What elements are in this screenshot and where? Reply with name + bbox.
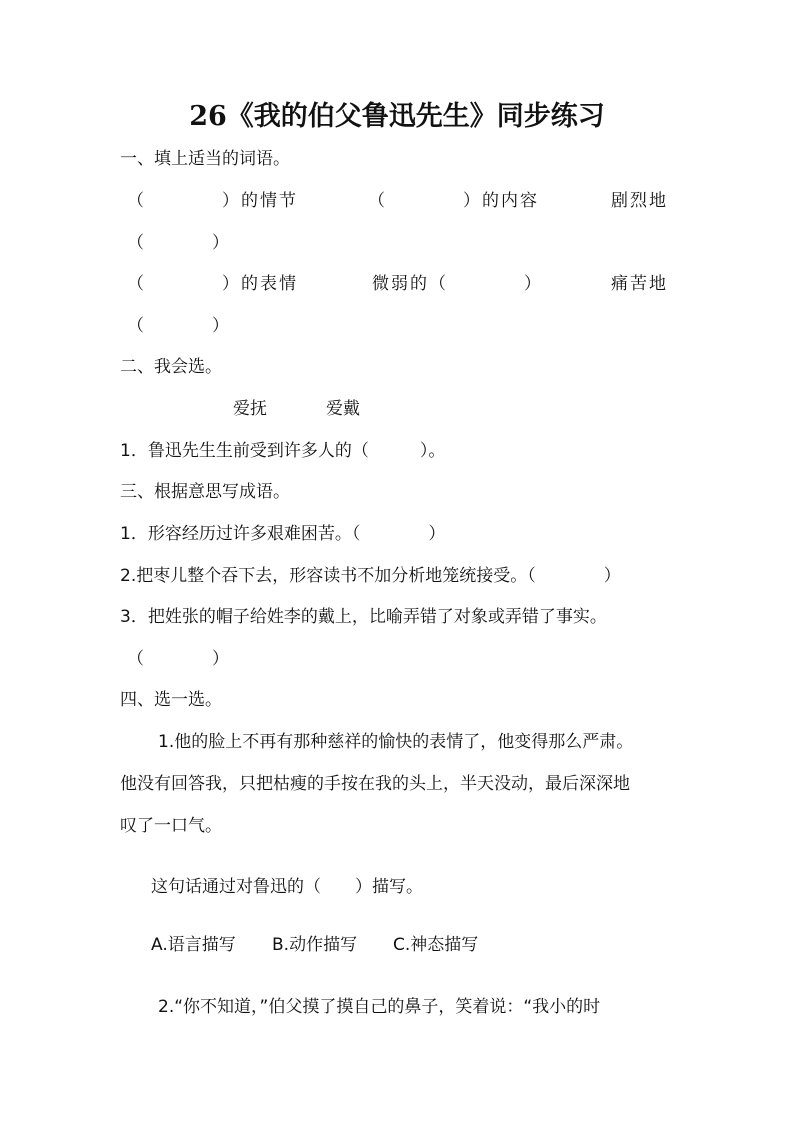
fill-blank-violently-answer: （ ）	[127, 233, 229, 253]
fill-blank-plot: （ ）的情节	[127, 191, 298, 211]
fill-blank-painfully-answer: （ ）	[127, 316, 229, 336]
idiom-question-2: 2.把枣儿整个吞下去，形容读书不加分析地笼统接受。（ ）	[120, 566, 621, 586]
passage-1-line-2: 他没有回答我，只把枯瘦的手按在我的头上，半天没动，最后深深地	[120, 774, 630, 794]
idiom-question-1: 1．形容经历过许多艰难困苦。（ ）	[120, 524, 446, 544]
passage-1-question: 这句话通过对鲁迅的（ ）描写。	[151, 877, 423, 897]
choice-option-love-respect: 爱戴	[326, 399, 360, 419]
fill-blank-painfully: 痛苦地	[611, 274, 668, 294]
fill-blank-content: （ ）的内容	[368, 191, 539, 211]
idiom-question-3-answer: （ ）	[127, 649, 229, 669]
passage-2-line-1: 2.“你不知道，”伯父摸了摸自己的鼻子，笑着说：“我小的时	[158, 997, 601, 1017]
section-4-heading: 四、选一选。	[120, 690, 222, 710]
fill-blank-violently: 剧烈地	[611, 191, 668, 211]
section-1-heading: 一、填上适当的词语。	[120, 149, 290, 169]
fill-blank-expression: （ ）的表情	[127, 274, 298, 294]
idiom-question-3: 3．把姓张的帽子给姓李的戴上，比喻弄错了对象或弄错了事实。	[120, 607, 607, 627]
choice-b-action: B.动作描写	[272, 935, 358, 955]
choice-c-expression: C.神态描写	[393, 935, 479, 955]
page-title: 26《我的伯父鲁迅先生》同步练习	[189, 101, 605, 132]
choice-a-language: A.语言描写	[151, 935, 236, 955]
fill-blank-weak: 微弱的（ ）	[372, 274, 543, 294]
section-3-heading: 三、根据意思写成语。	[120, 482, 290, 502]
section-2-heading: 二、我会选。	[120, 357, 222, 377]
passage-1-line-3: 叹了一口气。	[120, 816, 222, 836]
section-2-question-1: 1．鲁迅先生生前受到许多人的（ ）。	[120, 441, 446, 461]
passage-1-line-1: 1.他的脸上不再有那种慈祥的愉快的表情了，他变得那么严肃。	[158, 732, 634, 752]
choice-option-caress: 爱抚	[233, 399, 267, 419]
